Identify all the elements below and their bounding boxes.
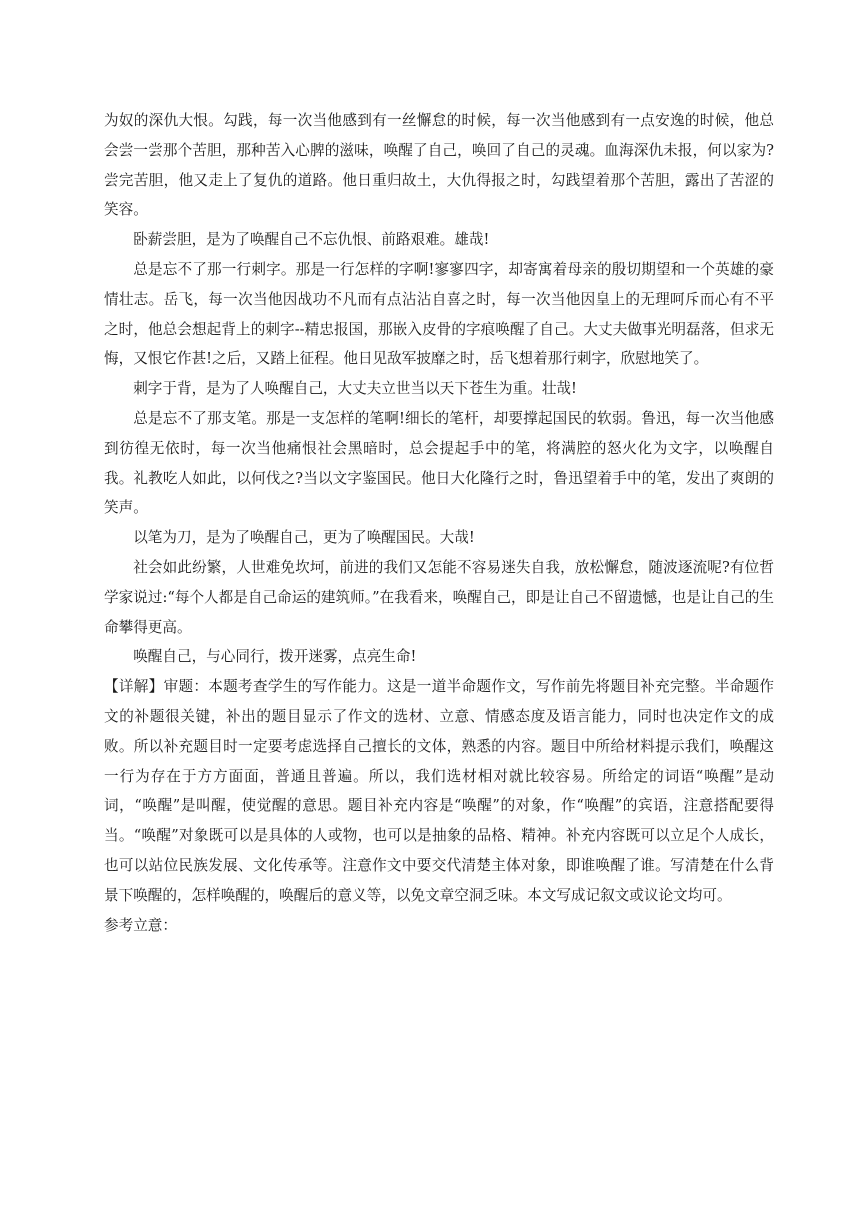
paragraph-goujian-summary: 卧薪尝胆，是为了唤醒自己不忘仇恨、前路艰难。雄哉! [133,231,490,249]
paragraph-luxun-summary: 以笔为刀，是为了唤醒自己，更为了唤醒国民。大哉! [133,529,475,547]
paragraph-luxun: 总是忘不了那支笔。那是一支怎样的笔啊!细长的笔杆，却要撑起国民的软弱。鲁迅，每一次当他感到彷徨无依时，每一次当他痛恨社会黑暗时，总会提起手中的笔，将满腔的怒火化为文字，以唤醒自我。礼教吃人如此，以何伐之?当以文字鉴国民。他日大化隆行之时，鲁迅望着手中的笔，发出了爽朗的笑声。 [104,409,774,517]
paragraph-yuefei: 总是忘不了那一行刺字。那是一行怎样的字啊!寥寥四字，却寄寓着母亲的殷切期望和一个英雄的豪情壮志。岳飞，每一次当他因战功不凡而有点沾沾自喜之时，每一次当他因皇上的无理呵斥而心有不平之时，他总会想起背上的刺字--精忠报国，那嵌入皮骨的字痕唤醒了自己。大丈夫做事光明磊落，但求无悔，又恨它作甚!之后，又踏上征程。他日见敌军披靡之时，岳飞想着那行刺字，欣慰地笑了。 [104,260,774,368]
paragraph-analysis: 【详解】审题：本题考查学生的写作能力。这是一道半命题作文，写作前先将题目补充完整。半命题作文的补题很关键，补出的题目显示了作文的选材、立意、情感态度及语言能力，同时也决定作文的成败。所以补充题目时一定要考虑选择自己擅长的文体，熟悉的内容。题目中所给材料提示我们，唤醒这一行为存在于方方面面，普通且普遍。所以，我们选材相对就比较容易。所给定的词语“唤醒”是动词，“唤醒”是叫醒，使觉醒的意思。题目补充内容是“唤醒”的对象，作“唤醒”的宾语，注意搭配要得当。“唤醒”对象既可以是具体的人或物，也可以是抽象的品格、精神。补充内容既可以立足个人成长，也可以站位民族发展、文化传承等。注意作文中要交代清楚主体对象，即谁唤醒了谁。写清楚在什么背景下唤醒的，怎样唤醒的，唤醒后的意义等，以免文章空洞乏味。本文写成记叙文或议论文均可。 [104,678,774,904]
document-body [104,106,774,940]
paragraph-reference-heading: 参考立意： [104,916,177,934]
paragraph-yuefei-summary: 刺字于背，是为了人唤醒自己，大丈夫立世当以天下苍生为重。壮哉! [133,380,577,398]
paragraph-conclusion: 唤醒自己，与心同行，拨开迷雾，点亮生命! [133,648,417,666]
paragraph-goujian: 为奴的深仇大恨。勾践，每一次当他感到有一丝懈怠的时候，每一次当他感到有一点安逸的时候，他总会尝一尝那个苦胆，那种苦入心脾的滋味，唤醒了自己，唤回了自己的灵魂。血海深仇未报，何以家为?尝完苦胆，他又走上了复仇的道路。他日重归故土，大仇得报之时，勾践望着那个苦胆，露出了苦涩的笑容。 [104,112,774,219]
paragraph-society: 社会如此纷繁，人世难免坎坷，前进的我们又怎能不容易迷失自我，放松懈怠，随波逐流呢?有位哲学家说过:“每个人都是自己命运的建筑师。”在我看来，唤醒自己，即是让自己不留遗憾，也是让自己的生命攀得更高。 [104,558,774,636]
